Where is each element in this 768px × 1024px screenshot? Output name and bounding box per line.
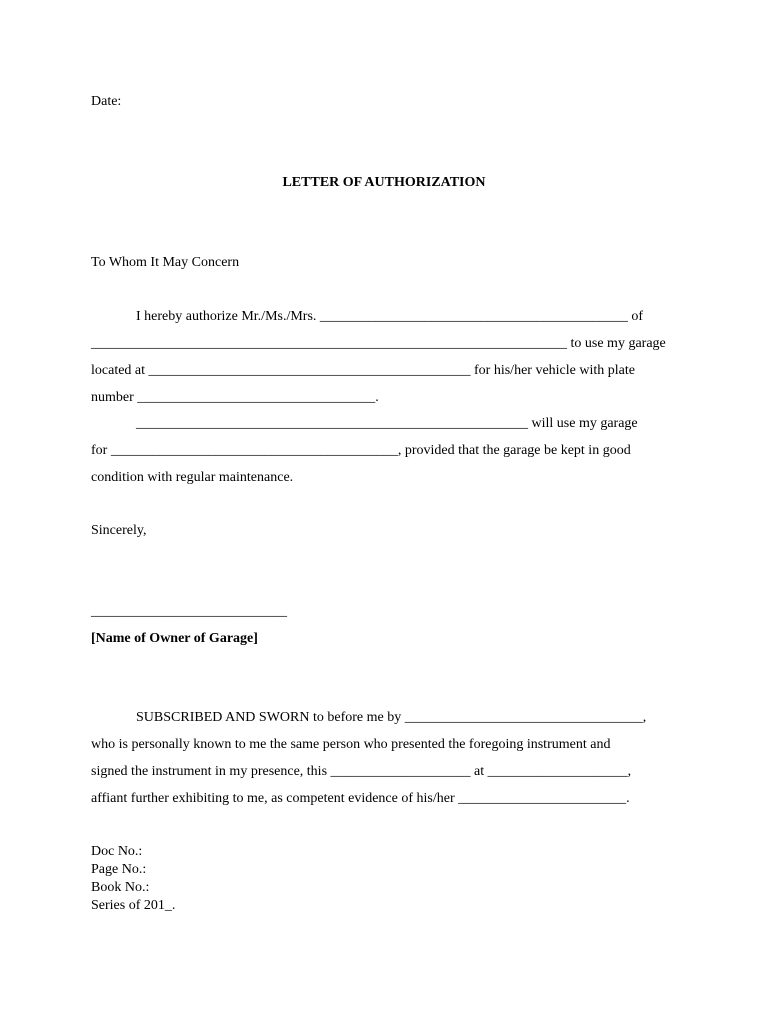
usage-line-1: ________________________________________________________ will use my garage (136, 416, 638, 431)
signature-name: [Name of Owner of Garage] (91, 631, 258, 646)
authorization-line-3: located at ______________________________________________ for his/her vehicle with plate (91, 363, 635, 378)
signature-line: ____________________________ (91, 604, 287, 619)
usage-line-3: condition with regular maintenance. (91, 470, 294, 485)
jurat-line-2: who is personally known to me the same person who presented the foregoing instrument and (91, 737, 611, 752)
jurat-line-1: SUBSCRIBED AND SWORN to before me by __________________________________, (136, 710, 647, 725)
usage-line-2: for _________________________________________, provided that the garage be kept in good (91, 443, 631, 458)
doc-no: Doc No.: (91, 844, 143, 859)
authorization-line-2: ____________________________________________________________________ to use my garage (91, 336, 666, 351)
book-no: Book No.: (91, 880, 150, 895)
jurat-line-3: signed the instrument in my presence, this ____________________ at ____________________, (91, 764, 632, 779)
letter-title: LETTER OF AUTHORIZATION (282, 175, 486, 190)
authorization-line-4: number __________________________________. (91, 390, 379, 405)
date-label: Date: (91, 94, 122, 109)
salutation: To Whom It May Concern (91, 255, 240, 270)
authorization-line-1: I hereby authorize Mr./Ms./Mrs. ____________________________________________ of (136, 309, 644, 324)
series: Series of 201_. (91, 898, 176, 913)
page-no: Page No.: (91, 862, 147, 877)
jurat-line-4: affiant further exhibiting to me, as competent evidence of his/her ________________________. (91, 791, 630, 806)
closing: Sincerely, (91, 523, 147, 538)
